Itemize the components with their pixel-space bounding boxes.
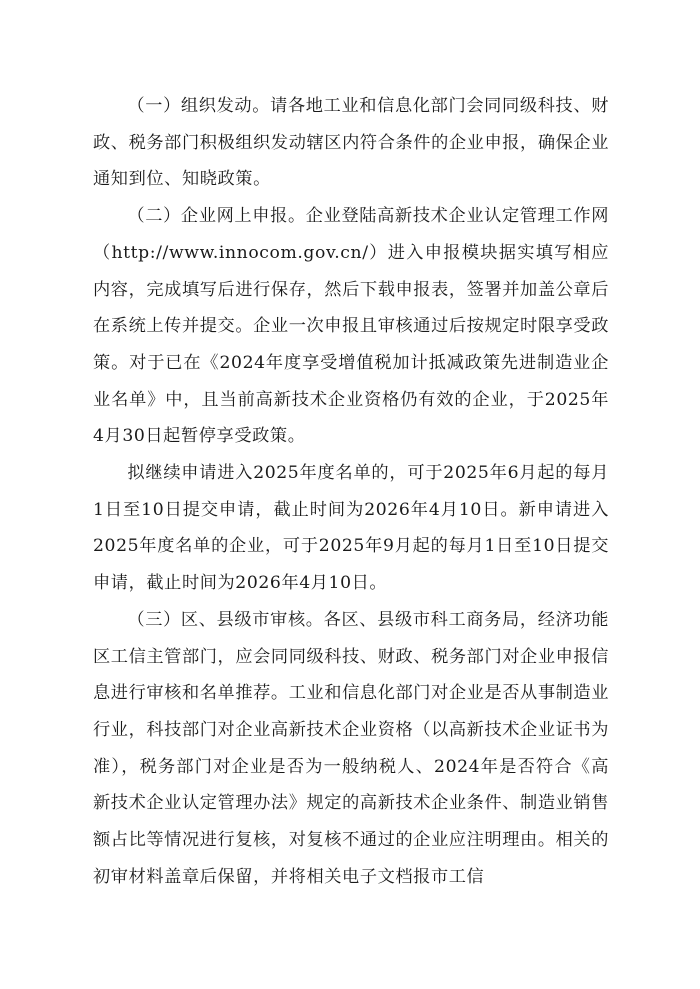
section-heading: （三）区、县级市审核。 (127, 609, 324, 630)
section-text: 拟继续申请进入2025年度名单的，可于2025年6月起的每月1日至10日提交申请，截止时间为2026年4月10日。新申请进入2025年度名单的企业，可于2025年9月起的每月1日至10日提交申请，截止时间为2026年4月10日。 (93, 463, 609, 594)
paragraph-organize (93, 88, 609, 198)
paragraph-application-dates (93, 455, 609, 602)
document-body (93, 88, 609, 895)
section-text: 请各地工业和信息化部门会同同级科技、财政、税务部门积极组织发动辖区内符合条件的企业申报，确保企业通知到位、知晓政策。 (93, 96, 609, 190)
section-heading: （二）企业网上申报。 (127, 206, 306, 227)
paragraph-online-application (93, 198, 609, 455)
section-heading: （一）组织发动。 (127, 96, 271, 116)
paragraph-county-review (93, 602, 609, 896)
section-text: 企业登陆高新技术企业认定管理工作网（http://www.innocom.gov.cn/）进入申报模块据实填写相应内容，完成填写后进行保存，然后下载申报表，签署并加盖公章后在系统上传并提交。企业一次申报且审核通过后按规定时限享受政策。对于已在《2024年度享受增值税加计抵减政策先进制造业企业名单》中，且当前高新技术企业资格仍有效的企业，于2025年4月30日起暂停享受政策。 (93, 206, 609, 447)
section-text: 各区、县级市科工商务局，经济功能区工信主管部门，应会同同级科技、财政、税务部门对企业申报信息进行审核和名单推荐。工业和信息化部门对企业是否从事制造业行业，科技部门对企业高新技术企业资格（以高新技术企业证书为准），税务部门对企业是否为一般纳税人、2024年是否符合《高新技术企业认定管理办法》规定的高新技术企业条件、制造业销售额占比等情况进行复核，对复核不通过的企业应注明理由。相关的初审材料盖章后保留，并将相关电子文档报市工信 (93, 609, 609, 887)
